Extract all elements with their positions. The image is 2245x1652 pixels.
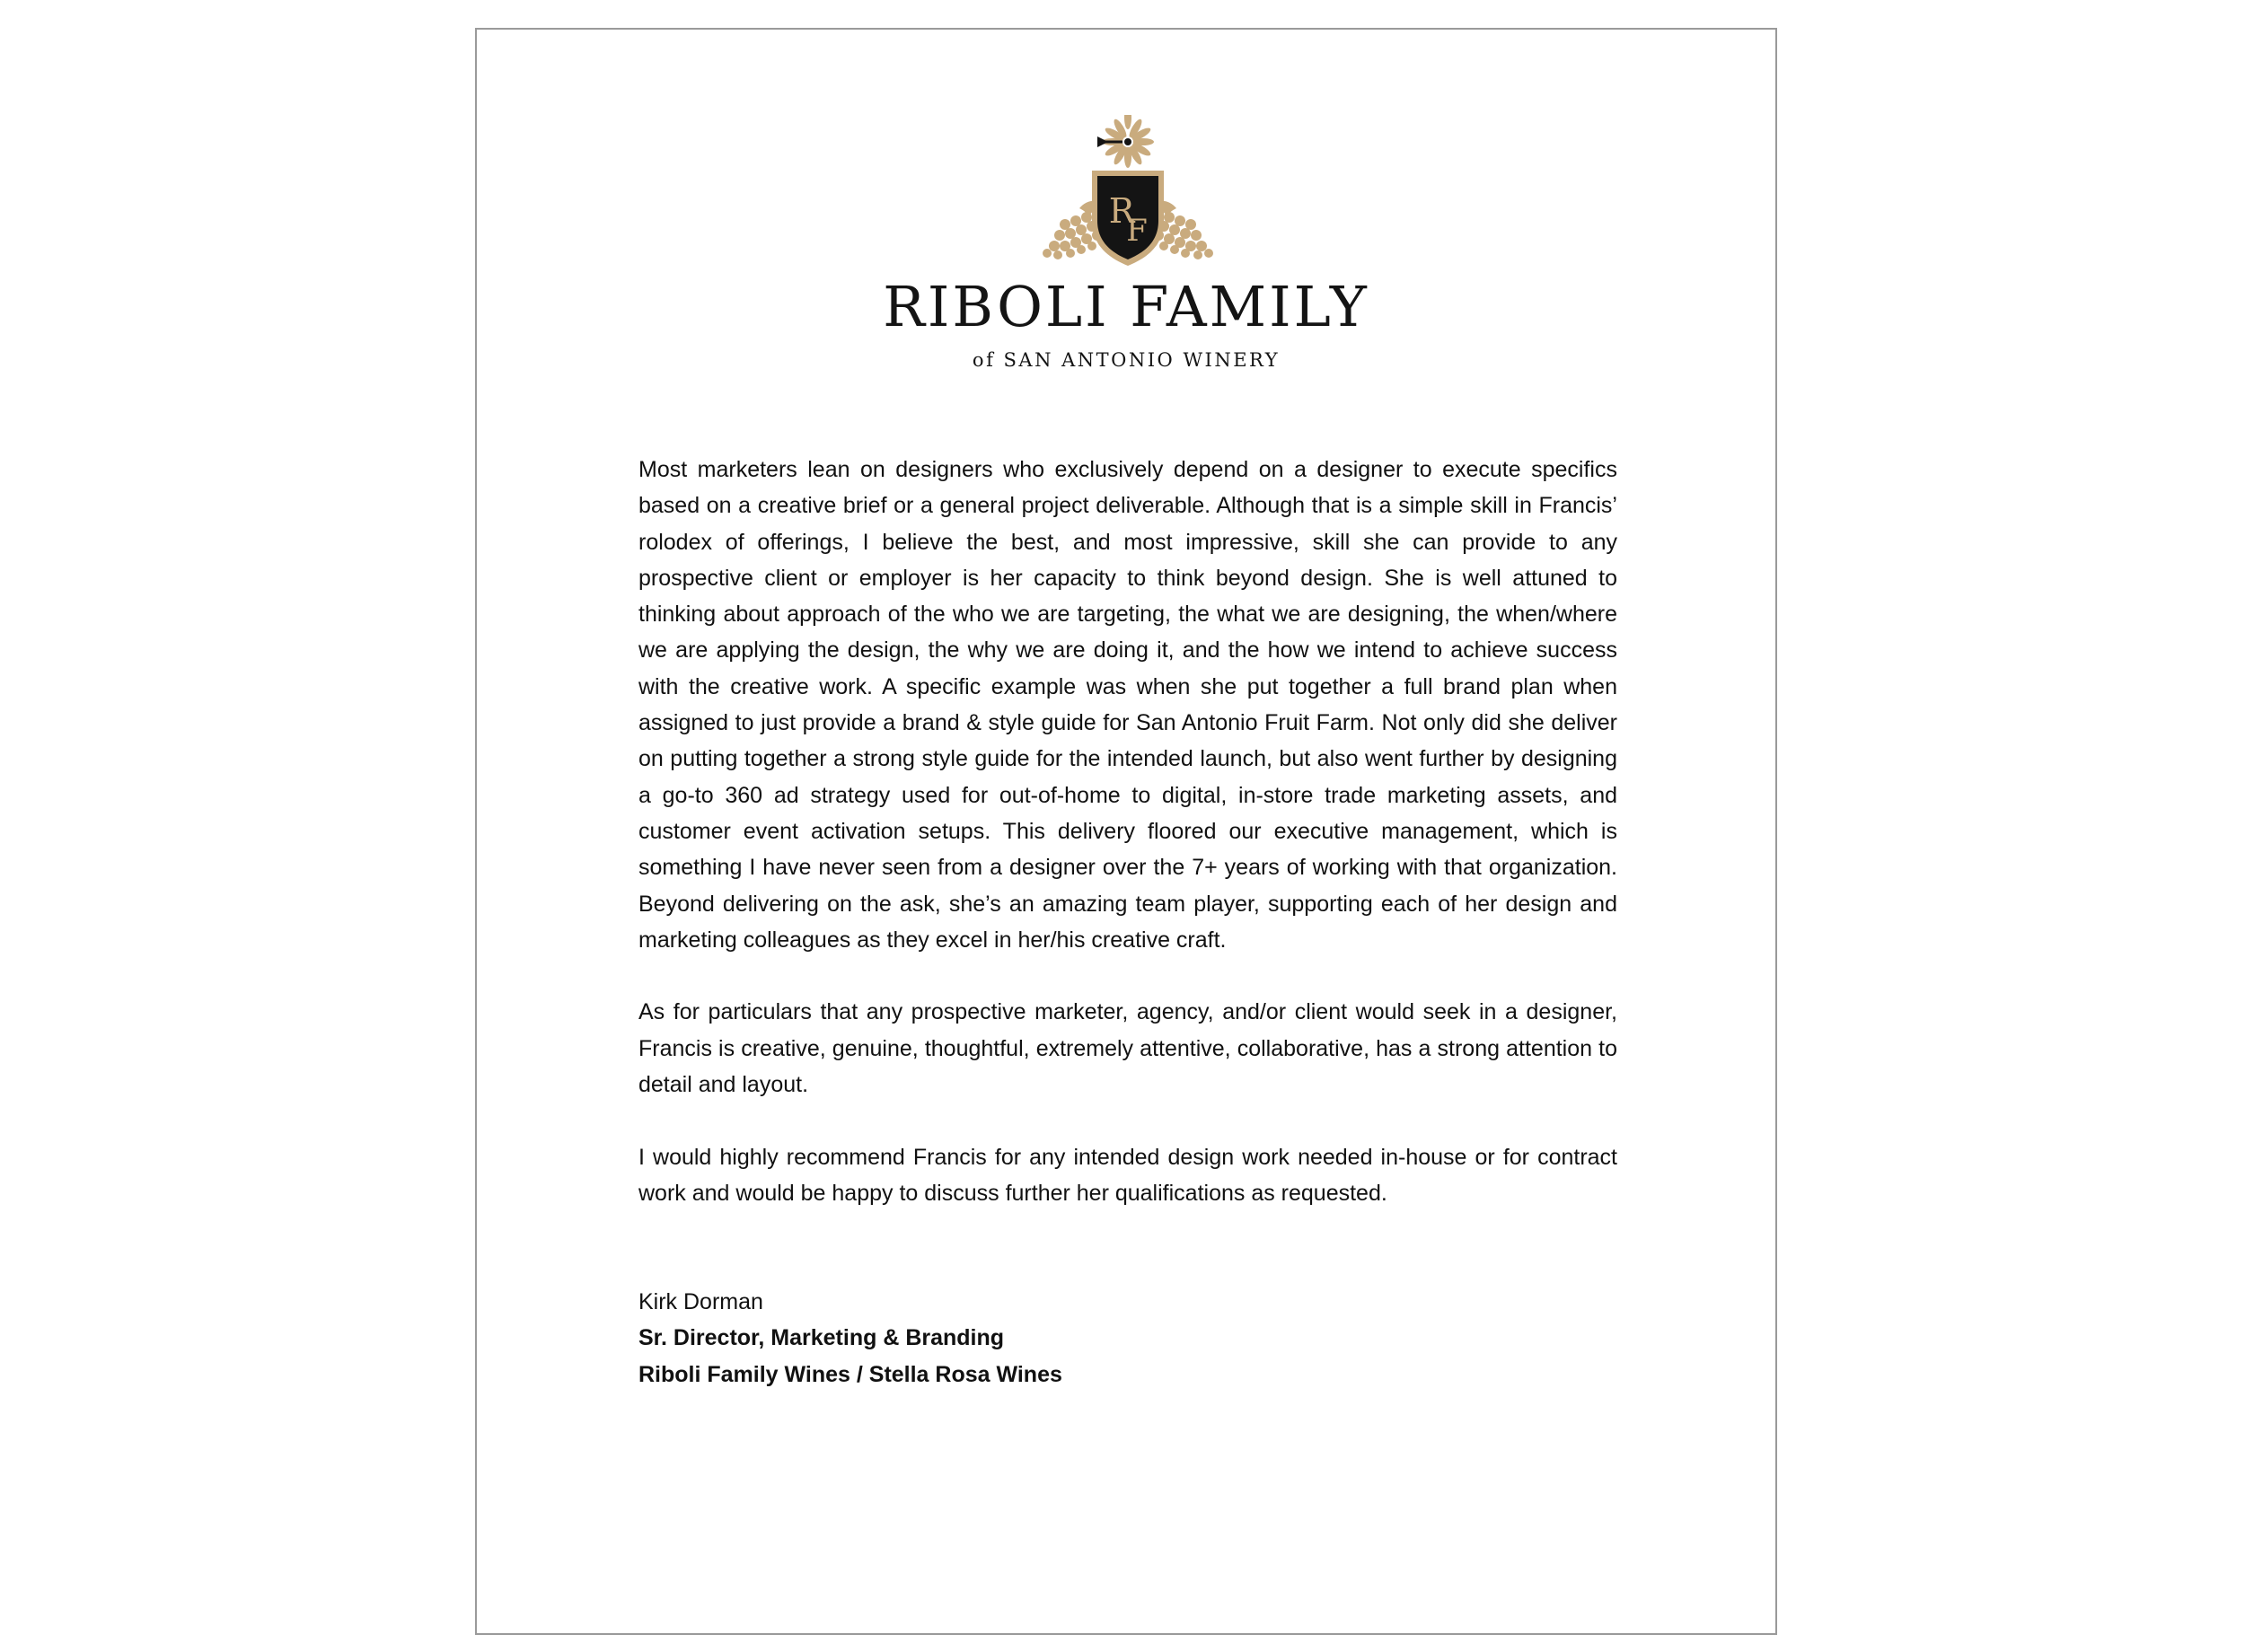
body-paragraph: As for particulars that any prospective marketer, agency, and/or client would seek in a designer, Francis is creative, genuine, thoughtful, extremely attentive, collaborative, has a strong attention to detail and layout.: [638, 999, 1617, 1098]
signature-block: [638, 1284, 1062, 1393]
body-paragraph: Most marketers lean on designers who exclusively depend on a designer to execute specifics based on a creative brief or a general project deliverable. Although that is a simple skill in Francis’ rolodex of offerings, I believe the best, and most impressive, skill she can provide to any prospective client or employer is her capacity to think beyond design. She is well attuned to thinking about approach of the who we are targeting, the what we are designing, the when/where we are applying the design, the why we are doing it, and the how we intend to achieve success with the creative work. A specific example was when she put together a full brand plan when assigned to just provide a brand & style guide for San Antonio Fruit Farm. Not only did she deliver on putting together a strong style guide for the intended launch, but also went further by designing a go-to 360 ad strategy used for out-of-home to digital, in-store trade marketing assets, and customer event activation setups. This delivery floored our executive management, which is something I have never seen from a designer over the 7+ years of working with that organization. Beyond delivering on the ask, she’s an amazing team player, supporting each of her design and marketing colleagues as they excel in her/his creative craft.: [638, 457, 1617, 953]
body-paragraph: I would highly recommend Francis for any intended design work needed in-house or for contract work and would be happy to discuss further her qualifications as requested.: [638, 1144, 1617, 1206]
brand-subtitle: of SAN ANTONIO WINERY: [972, 349, 1281, 371]
shield-crest-icon: [1092, 171, 1164, 266]
letter-body: [638, 452, 1617, 1248]
monogram-f: F: [1126, 213, 1148, 249]
monogram-r: R: [1108, 191, 1135, 231]
letterhead-logo: [477, 115, 1775, 384]
windmill-icon: [1097, 115, 1154, 168]
signer-company: Riboli Family Wines / Stella Rosa Wines: [638, 1361, 1062, 1387]
letter-page: [475, 28, 1777, 1635]
signer-name: Kirk Dorman: [638, 1289, 763, 1314]
brand-name: RIBOLI FAMILY: [883, 274, 1369, 339]
signer-title: Sr. Director, Marketing & Branding: [638, 1325, 1005, 1351]
logo-emblem: [1029, 115, 1227, 294]
